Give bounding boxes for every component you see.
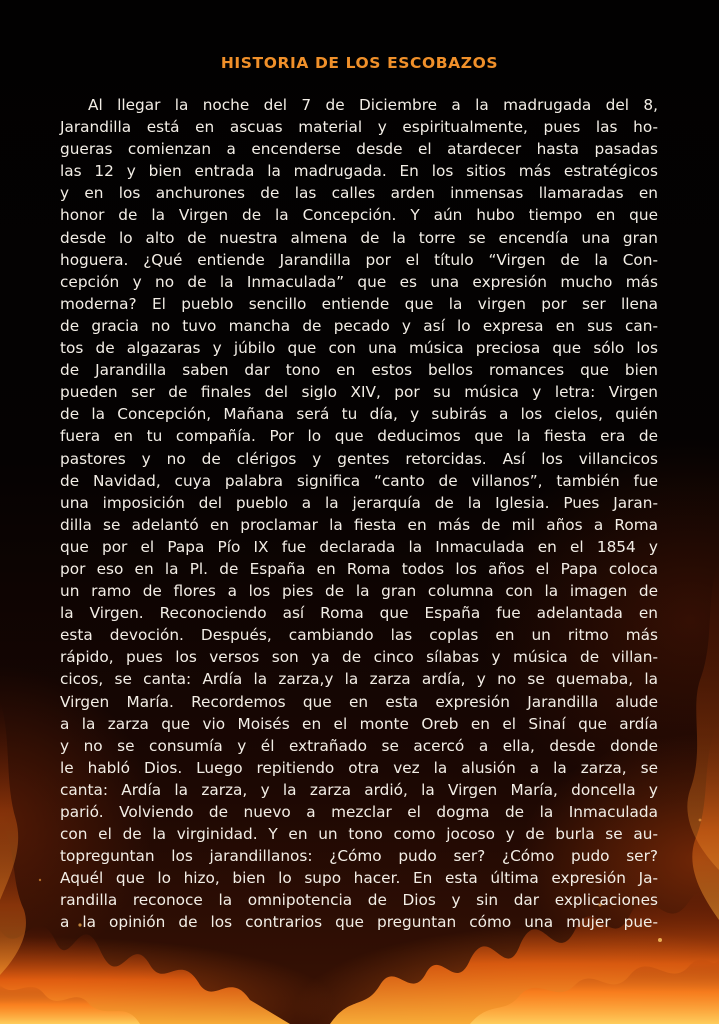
paragraph-line: dilla se adelantó en proclamar la fiesta en más de mil años a Roma xyxy=(60,515,658,534)
paragraph-line: rápido, pues los versos son ya de cinco sílabas y música de villan- xyxy=(60,648,658,667)
paragraph-line: la Virgen. Reconociendo así Roma que España fue adelantada en xyxy=(60,604,658,623)
paragraph-line: hoguera. ¿Qué entiende Jarandilla por el título “Virgen de la Con- xyxy=(60,250,658,269)
paragraph-line: cicos, se canta: Ardía la zarza,y la zarza ardía, y no se quemaba, la xyxy=(60,670,658,689)
paragraph-line: por eso en la Pl. de España en Roma todos los años el Papa coloca xyxy=(60,559,658,578)
paragraph-line: las 12 y bien entrada la madrugada. En los sitios más estratégicos xyxy=(60,162,658,181)
paragraph-line: pastores y no de clérigos y gentes retorcidas. Así los villancicos xyxy=(60,449,658,468)
paragraph-line: Jarandilla está en ascuas material y espiritualmente, pues las ho- xyxy=(60,118,658,137)
paragraph-line: le habló Dios. Luego repitiendo otra vez la alusión a la zarza, se xyxy=(60,758,658,777)
paragraph-line: Aquél que lo hizo, bien lo supo hacer. En esta última expresión Ja- xyxy=(60,869,658,888)
paragraph-line: tos de algazaras y júbilo que con una música preciosa que sólo los xyxy=(60,339,658,358)
paragraph-line: parió. Volviendo de nuevo a mezclar el dogma de la Inmaculada xyxy=(60,803,658,821)
paragraph-line: desde lo alto de nuestra almena de la torre se encendía una gran xyxy=(60,228,658,247)
paragraph-line: canta: Ardía la zarza, y la zarza ardió, la Virgen María, doncella y xyxy=(60,780,658,799)
paragraph-line: randilla reconoce la omnipotencia de Dios y sin dar explicaciones xyxy=(60,891,658,910)
page-title: HISTORIA DE LOS ESCOBAZOS xyxy=(220,54,499,72)
article-body xyxy=(60,94,658,934)
paragraph-line: que por el Papa Pío IX fue declarada la Inmaculada en el 1854 y xyxy=(60,537,658,556)
paragraph-line: una imposición del pueblo a la jerarquía de la Iglesia. Pues Jaran- xyxy=(60,493,658,512)
paragraph-line: de gracia no tuvo mancha de pecado y así lo expresa en sus can- xyxy=(60,316,658,335)
paragraph-line: Virgen María. Recordemos que en esta expresión Jarandilla alude xyxy=(60,692,658,711)
paragraph-line: Al llegar la noche del 7 de Diciembre a la madrugada del 8, xyxy=(88,96,658,114)
paragraph-line: a la zarza que vio Moisés en el monte Oreb en el Sinaí que ardía xyxy=(60,714,658,733)
paragraph-line: un ramo de flores a los pies de la gran columna con la imagen de xyxy=(60,582,658,601)
paragraph-line: de Navidad, cuya palabra significa “canto de villanos”, también fue xyxy=(60,471,658,490)
paragraph-line: honor de la Virgen de la Concepción. Y aún hubo tiempo en que xyxy=(60,206,658,225)
paragraph-line: fuera en tu compañía. Por lo que deducimos que la fiesta era de xyxy=(60,427,658,446)
paragraph-line: esta devoción. Después, cambiando las coplas en un ritmo más xyxy=(60,626,658,645)
paragraph-line: con el de la virginidad. Y en un tono como jocoso y de burla se au- xyxy=(60,825,658,844)
paragraph-line: y en los anchurones de las calles arden inmensas llamaradas en xyxy=(60,184,658,203)
paragraph-line: cepción y no de la Inmaculada” que es una expresión mucho más xyxy=(60,272,658,291)
paragraph-line: y no se consumía y él extrañado se acercó a ella, desde donde xyxy=(60,736,658,755)
paragraph-line: moderna? El pueblo sencillo entiende que la virgen por ser llena xyxy=(60,294,658,313)
paragraph-line: topreguntan los jarandillanos: ¿Cómo pudo ser? ¿Cómo pudo ser? xyxy=(60,847,658,866)
paragraph-line: de la Concepción, Mañana será tu día, y subirás a los cielos, quién xyxy=(60,405,658,424)
paragraph-line: pueden ser de finales del siglo XIV, por su música y letra: Virgen xyxy=(60,383,658,402)
paragraph-line: gueras comienzan a encenderse desde el atardecer hasta pasadas xyxy=(60,140,658,159)
paragraph-line: a la opinión de los contrarios que preguntan cómo una mujer pue- xyxy=(60,913,658,932)
paragraph-line: de Jarandilla saben dar tono en estos bellos romances que bien xyxy=(60,361,658,380)
